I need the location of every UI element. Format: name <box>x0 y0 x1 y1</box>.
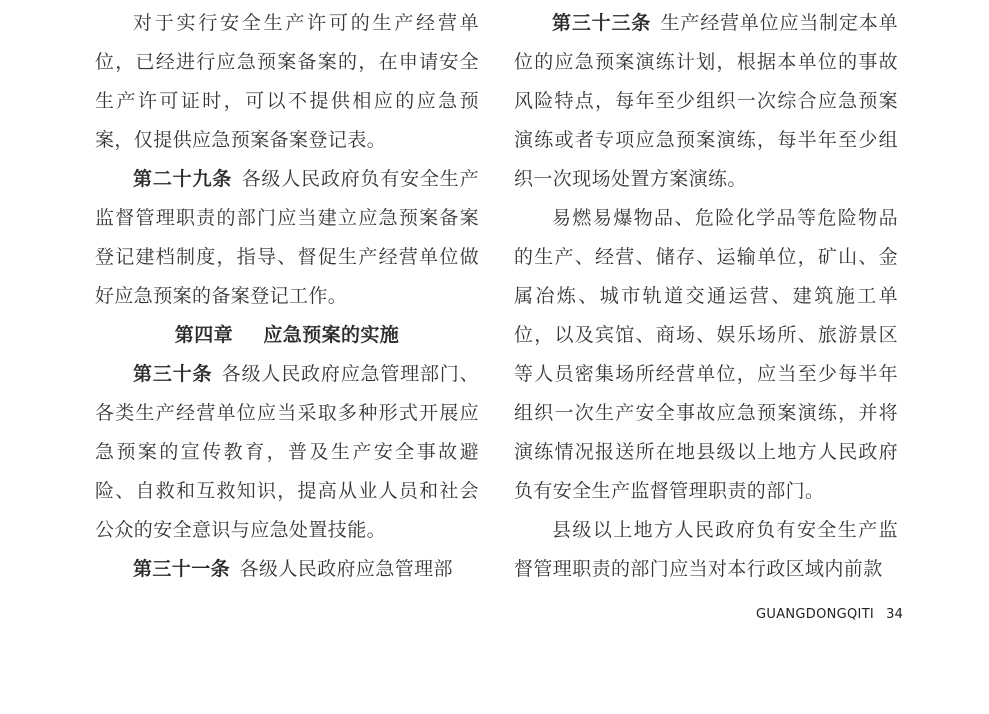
paragraph-text: 生产经营单位应当制定本单位的应急预案演练计划，根据本单位的事故风险特点，每年至少组织一次综合应急预案演练或者专项应急预案演练，每半年至少组织一次现场处置方案演练。 <box>514 12 898 190</box>
page-number: 34 <box>886 607 904 622</box>
article-heading: 第三十一条 <box>133 558 231 580</box>
paragraph <box>514 199 898 511</box>
paragraph <box>95 4 479 160</box>
footer-label: GUANGDONGQITI <box>756 607 875 622</box>
paragraph-text: 对于实行安全生产许可的生产经营单位，已经进行应急预案备案的，在申请安全生产许可证时，可以不提供相应的应急预案，仅提供应急预案备案登记表。 <box>95 12 479 151</box>
paragraph-text: 县级以上地方人民政府负有安全生产监督管理职责的部门应当对本行政区域内前款 <box>514 519 898 580</box>
chapter-number: 第四章 <box>174 324 233 346</box>
paragraph-text: 易燃易爆物品、危险化学品等危险物品的生产、经营、储存、运输单位，矿山、金属冶炼、城市轨道交通运营、建筑施工单位，以及宾馆、商场、娱乐场所、旅游景区等人员密集场所经营单位，应当至少每半年组织一次生产安全事故应急预案演练，并将演练情况报送所在地县级以上地方人民政府负有安全生产监督管理职责的部门。 <box>514 207 898 502</box>
paragraph-text: 各级人民政府负有安全生产监督管理职责的部门应当建立应急预案备案登记建档制度，指导、督促生产经营单位做好应急预案的备案登记工作。 <box>95 168 479 307</box>
article-31 <box>95 550 479 589</box>
paragraph <box>514 511 898 589</box>
article-heading: 第二十九条 <box>133 168 233 190</box>
article-heading: 第三十条 <box>133 363 213 385</box>
chapter-title: 应急预案的实施 <box>263 324 400 346</box>
left-column <box>95 4 479 589</box>
right-column <box>514 4 898 589</box>
article-33 <box>514 4 898 199</box>
article-30 <box>95 355 479 550</box>
chapter-heading <box>95 316 479 355</box>
page-footer <box>756 607 903 622</box>
article-29 <box>95 160 479 316</box>
paragraph-text: 各级人民政府应急管理部门、各类生产经营单位应当采取多种形式开展应急预案的宣传教育，普及生产安全事故避险、自救和互救知识，提高从业人员和社会公众的安全意识与应急处置技能。 <box>95 363 479 541</box>
paragraph-text: 各级人民政府应急管理部 <box>239 558 453 580</box>
article-heading: 第三十三条 <box>552 12 652 34</box>
